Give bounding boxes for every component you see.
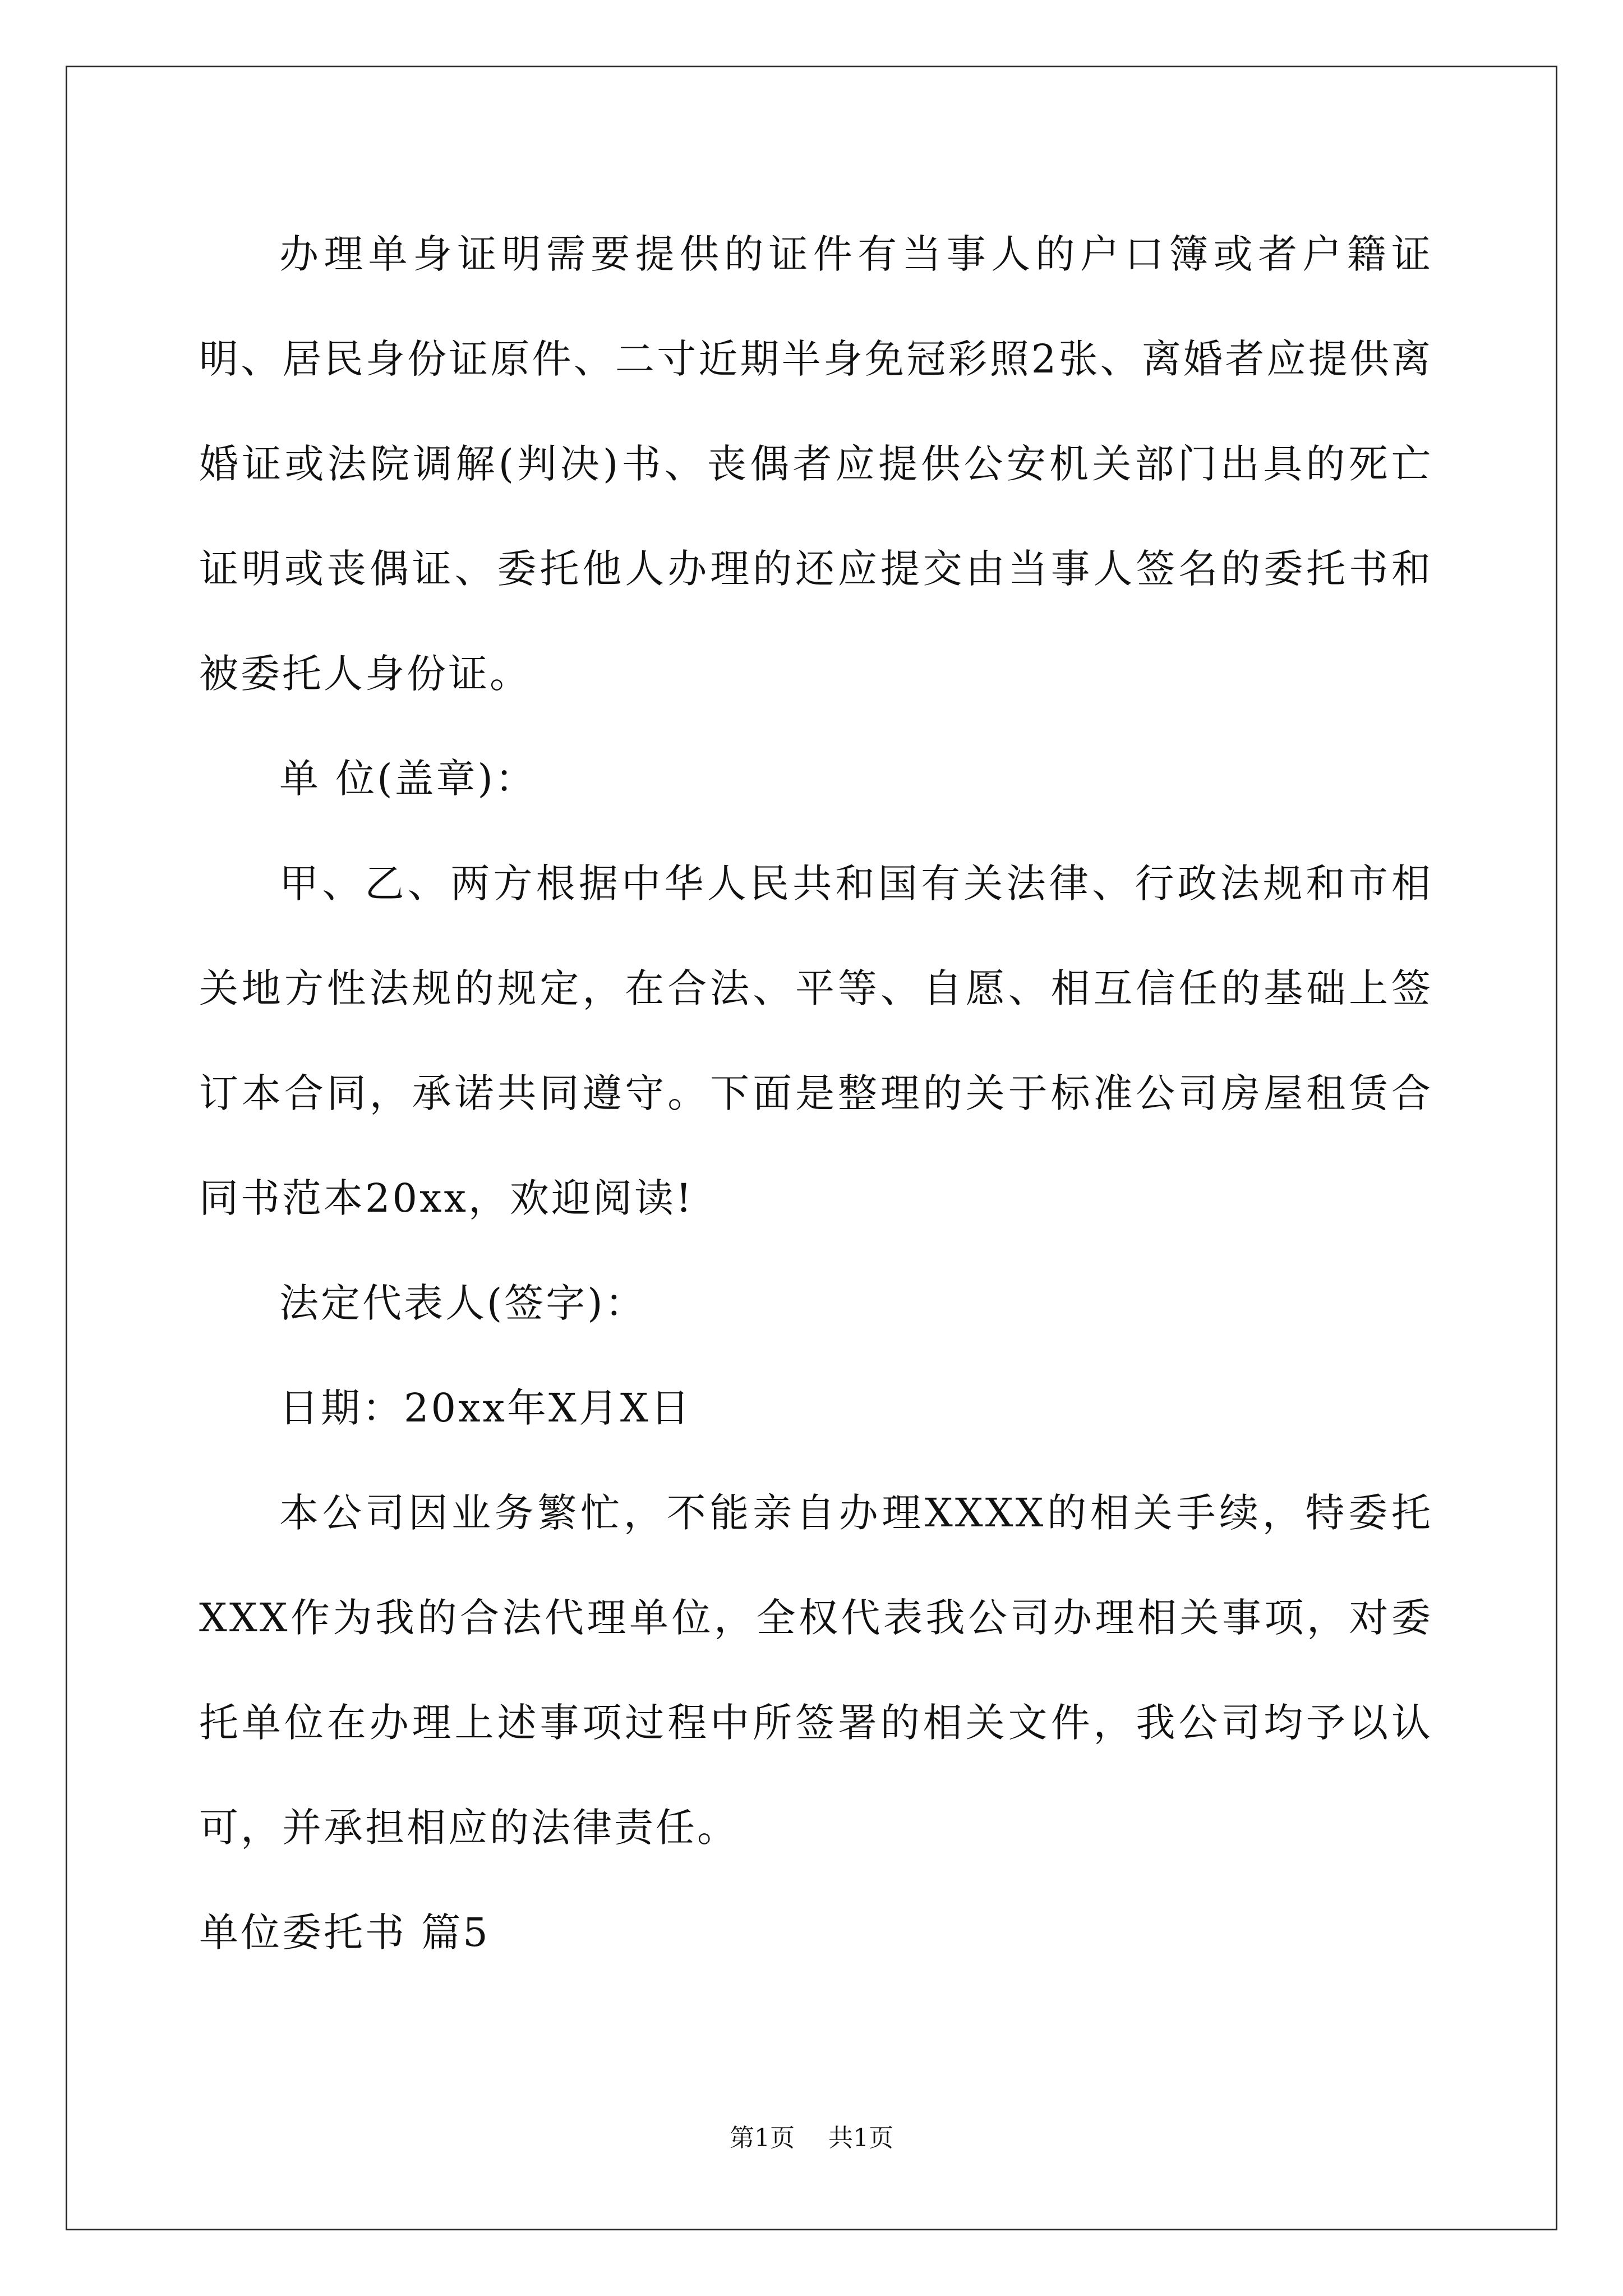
section-heading: 单位委托书 篇5 bbox=[199, 1910, 490, 1955]
document-body bbox=[199, 202, 1433, 1985]
paragraph-legal-representative: 法定代表人(签字)： bbox=[279, 1280, 647, 1326]
paragraph-unit-seal: 单 位(盖章)： bbox=[279, 756, 537, 802]
paragraph-entrustment: 本公司因业务繁忙，不能亲自办理XXXX的相关手续，特委托XXX作为我的合法代理单位，全权代表我公司办理相关事项，对委托单位在办理上述事项过程中所签署的相关文件，我公司均予以认可，并承担相应的法律责任。 bbox=[199, 1490, 1433, 1851]
paragraph-lease-intro: 甲、乙、两方根据中华人民共和国有关法律、行政法规和市相关地方性法规的规定，在合法、平等、自愿、相互信任的基础上签订本合同，承诺共同遵守。下面是整理的关于标准公司房屋租赁合同书范本20xx，欢迎阅读! bbox=[199, 861, 1433, 1221]
paragraph-single-certificate: 办理单身证明需要提供的证件有当事人的户口簿或者户籍证明、居民身份证原件、二寸近期半身免冠彩照2张、离婚者应提供离婚证或法院调解(判决)书、丧偶者应提供公安机关部门出具的死亡证明或丧偶证、委托他人办理的还应提交由当事人签名的委托书和被委托人身份证。 bbox=[199, 231, 1433, 697]
page-total: 共1页 bbox=[828, 2124, 893, 2152]
page-footer bbox=[0, 2122, 1623, 2155]
paragraph-date: 日期：20xx年X月X日 bbox=[279, 1385, 692, 1431]
page-number: 第1页 bbox=[730, 2124, 795, 2152]
